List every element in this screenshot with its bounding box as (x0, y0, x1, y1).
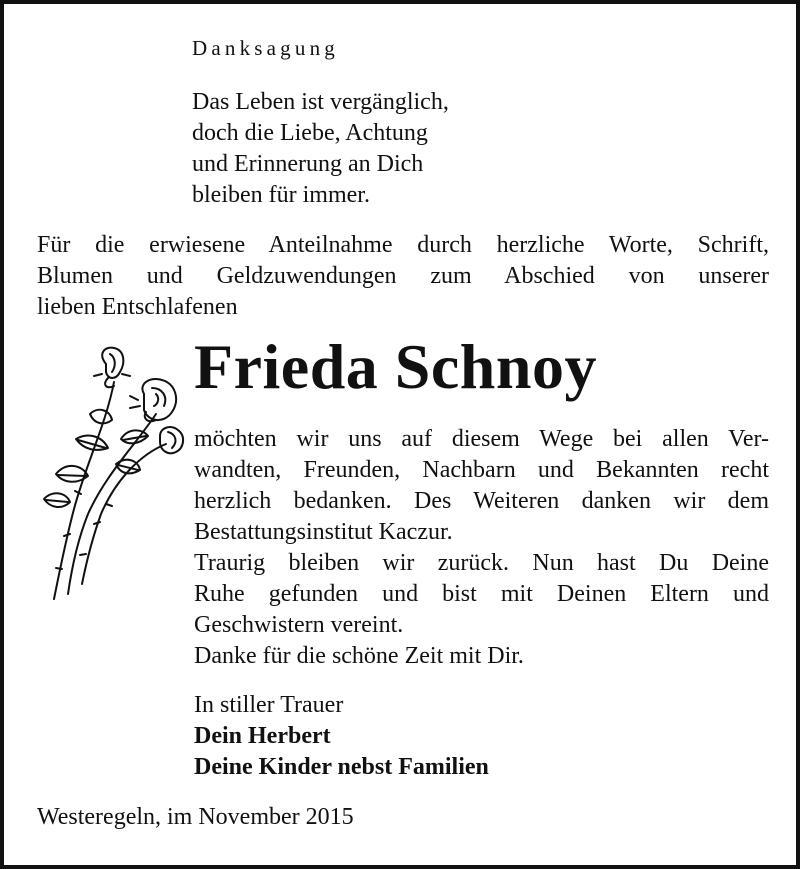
signature-line: Deine Kinder nebst Familien (194, 754, 489, 780)
verse-line: und Erinnerung an Dich (192, 151, 424, 177)
roses-icon (26, 344, 186, 609)
body-line: wandten, Freunden, Nachbarn und Bekannten recht (194, 457, 769, 483)
place-date: Westeregeln, im November 2015 (37, 804, 354, 830)
intro-line: lieben Entschlafenen (37, 294, 238, 320)
mourning-greeting: In stiller Trauer (194, 692, 344, 718)
intro-paragraph (37, 230, 769, 323)
body-line: Traurig bleiben wir zurück. Nun hast Du Deine (194, 550, 769, 576)
body-line: möchten wir uns auf diesem Wege bei allen Ver- (194, 426, 769, 452)
intro-line: Blumen und Geldzuwendungen zum Abschied von unserer (37, 263, 769, 289)
thanks-paragraph (194, 424, 769, 672)
verse-line: bleiben für immer. (192, 182, 370, 208)
verse-line: doch die Liebe, Achtung (192, 120, 428, 146)
body-line: Danke für die schöne Zeit mit Dir. (194, 643, 524, 669)
body-line: Geschwistern vereint. (194, 612, 404, 638)
body-line: Bestattungsinstitut Kaczur. (194, 519, 453, 545)
closing-block (194, 690, 489, 783)
intro-line: Für die erwiesene Anteilnahme durch herzliche Worte, Schrift, (37, 232, 769, 258)
verse-line: Das Leben ist vergänglich, (192, 89, 449, 115)
signature-line: Dein Herbert (194, 723, 331, 749)
notice-heading: Danksagung (192, 36, 339, 60)
body-line: herzlich bedanken. Des Weiteren danken wir dem (194, 488, 769, 514)
deceased-name: Frieda Schnoy (194, 331, 597, 402)
body-line: Ruhe gefunden und bist mit Deinen Eltern und (194, 581, 769, 607)
memorial-verse (192, 87, 449, 211)
